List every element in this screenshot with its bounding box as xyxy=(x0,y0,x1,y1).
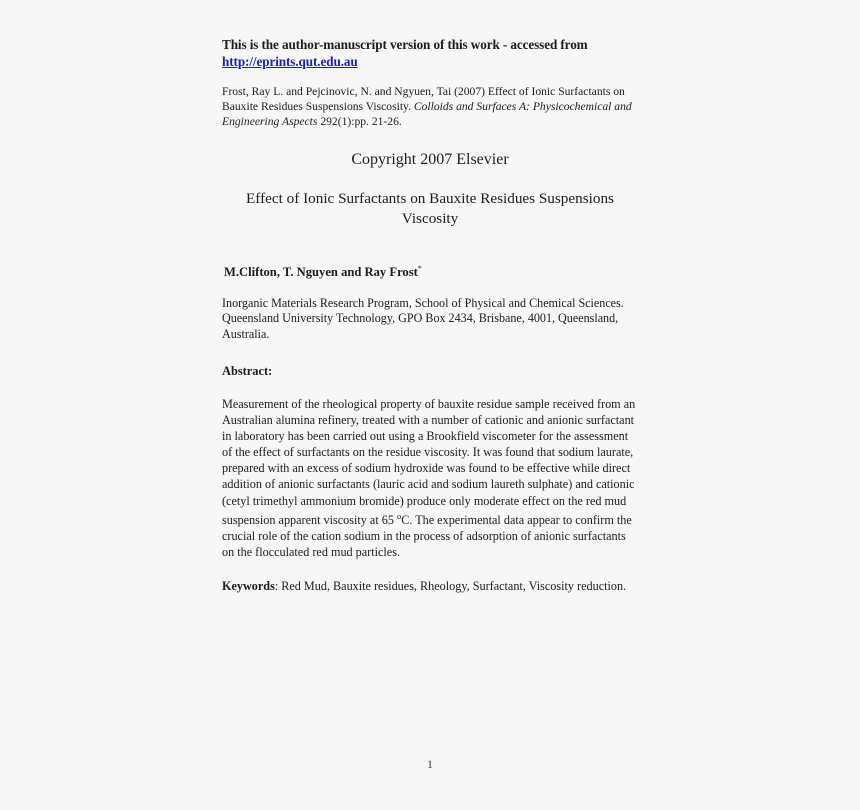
copyright-line: Copyright 2007 Elsevier xyxy=(351,150,509,168)
author-names: M.Clifton, T. Nguyen and Ray Frost xyxy=(224,264,418,279)
abstract-heading: Abstract: xyxy=(222,364,273,379)
degree-symbol: o xyxy=(397,511,402,521)
banner-line: This is the author-manuscript version of this work - accessed from xyxy=(222,37,588,52)
affiliation-block: Inorganic Materials Research Program, School of Physical and Chemical Sciences. Queensland University Technology, GPO Box 2434, Brisbane, 4001, Queensland, Australia. xyxy=(222,295,624,341)
eprints-url-link[interactable]: http://eprints.qut.edu.au xyxy=(222,54,358,69)
citation-authors-title: Frost, Ray L. and Pejcinovic, N. and Ngyuen, Tai (2007) Effect of Ionic Surfactants on Bauxite Residues Suspensions Viscosity. xyxy=(222,85,625,114)
abstract-body xyxy=(222,396,638,560)
page-title: Effect of Ionic Surfactants on Bauxite Residues Suspensions Viscosity xyxy=(246,189,614,227)
citation-volume-pages: 292(1):pp. 21-26. xyxy=(317,115,402,129)
author-list xyxy=(222,261,638,280)
citation-block xyxy=(222,84,638,130)
abstract-text-second: C. The experimental data appear to confirm the crucial role of the cation sodium in the process of adsorption of anionic surfactants on the flocculated red mud particles. xyxy=(222,512,632,559)
citation-journal-name: Colloids and Surfaces A: Physicochemical and Engineering Aspects xyxy=(222,100,632,129)
keywords-line xyxy=(222,578,638,594)
page-number: 1 xyxy=(427,759,433,771)
manuscript-banner xyxy=(222,36,638,70)
keywords-value: : Red Mud, Bauxite residues, Rheology, Surfactant, Viscosity reduction. xyxy=(274,579,627,594)
keywords-label: Keywords xyxy=(222,579,275,594)
author-footnote-marker: * xyxy=(417,263,422,273)
document-content xyxy=(222,36,638,594)
abstract-text-first: Measurement of the rheological property of bauxite residue sample received from an Australian alumina refinery, treated with a number of cationic and anionic surfactant in laboratory has been carried out using a Brookfield viscometer for the assessment of the effect of surfactants on the residue viscosity. It was found that sodium laurate, prepared with an excess of sodium hydroxide was found to be effective while direct addition of anionic surfactants (lauric acid and sodium laureth sulphate) and cationic (cetyl trimethyl ammonium bromide) produce only moderate effect on the red mud suspension apparent viscosity at 65 xyxy=(222,397,636,527)
